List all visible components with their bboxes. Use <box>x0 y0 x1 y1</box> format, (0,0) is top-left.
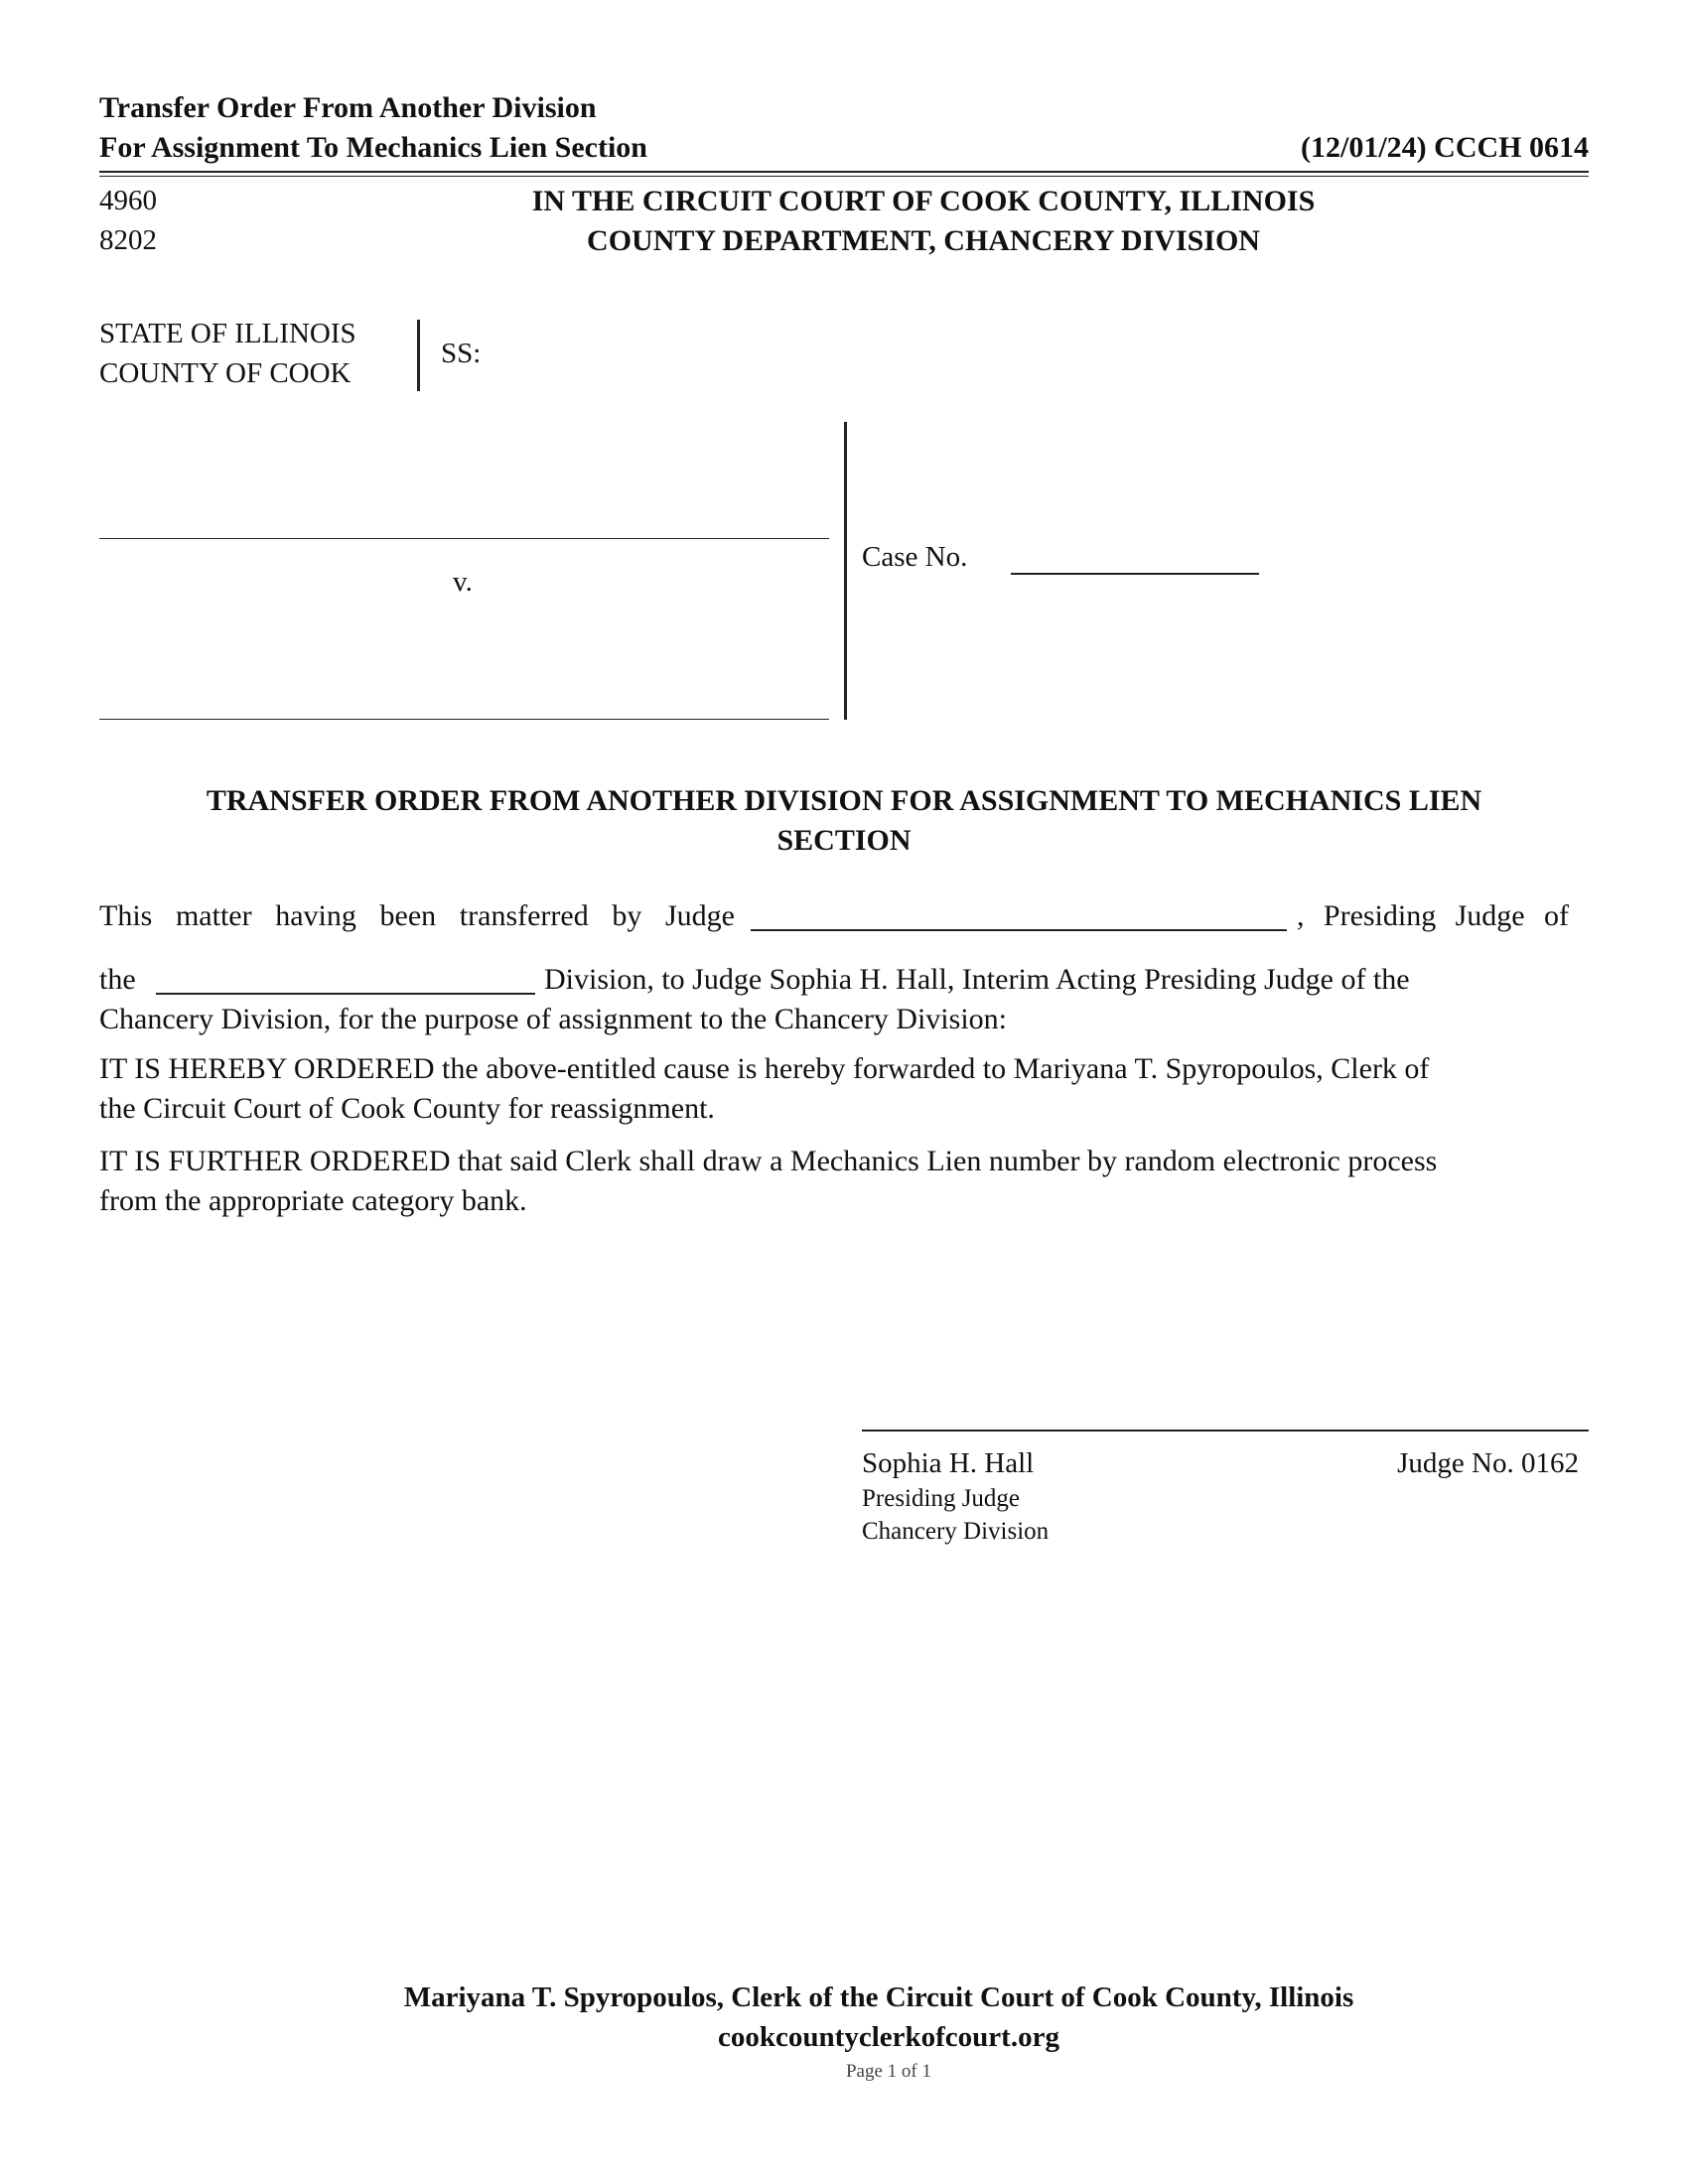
form-title-line2: For Assignment To Mechanics Lien Section <box>99 131 647 164</box>
p2-text-a: the <box>99 963 136 996</box>
judge-number: Judge No. 0162 <box>1397 1447 1579 1479</box>
p1-text-a: This matter having been transferred by Judge <box>99 899 735 932</box>
court-name: IN THE CIRCUIT COURT OF COOK COUNTY, ILLINOIS <box>531 185 1316 217</box>
judge-name-field[interactable] <box>751 899 1287 931</box>
case-no-field[interactable] <box>1011 541 1259 571</box>
p3-line2: the Circuit Court of Cook County for reassignment. <box>99 1092 715 1125</box>
code-8202: 8202 <box>99 224 157 256</box>
judge-name-line <box>751 929 1287 931</box>
signature-line[interactable] <box>862 1430 1589 1432</box>
form-title-line1: Transfer Order From Another Division <box>99 91 597 124</box>
p2-text-c: Chancery Division, for the purpose of assignment to the Chancery Division: <box>99 1003 1007 1035</box>
signatory-title: Presiding Judge <box>862 1485 1021 1512</box>
case-no-line <box>1011 573 1259 575</box>
header-rule <box>99 171 1589 173</box>
signatory-division: Chancery Division <box>862 1518 1050 1545</box>
order-title-line2: SECTION <box>776 824 912 857</box>
order-title-line1: TRANSFER ORDER FROM ANOTHER DIVISION FOR ASSIGNMENT TO MECHANICS LIEN <box>206 784 1482 817</box>
footer-clerk: Mariyana T. Spyropoulos, Clerk of the Circuit Court of Cook County, Illinois <box>403 1981 1354 2013</box>
header-rule-thin <box>99 176 1589 177</box>
case-no-label: Case No. <box>862 541 968 573</box>
plaintiff-line <box>99 538 829 539</box>
division-line <box>156 993 535 995</box>
caption-divider <box>844 422 847 720</box>
versus-label: v. <box>453 566 473 598</box>
venue-state: STATE OF ILLINOIS <box>99 318 356 349</box>
form-code: (12/01/24) CCCH 0614 <box>1301 131 1589 164</box>
signatory-name: Sophia H. Hall <box>862 1447 1035 1479</box>
p2-text-b: Division, to Judge Sophia H. Hall, Interim Acting Presiding Judge of the <box>544 963 1410 996</box>
page-number: Page 1 of 1 <box>845 2061 931 2082</box>
venue-bracket <box>417 320 420 391</box>
venue-ss: SS: <box>441 338 482 369</box>
division-field[interactable] <box>156 963 535 995</box>
code-4960: 4960 <box>99 185 157 216</box>
p4-line2: from the appropriate category bank. <box>99 1184 527 1217</box>
p3-line1: IT IS HEREBY ORDERED the above-entitled cause is hereby forwarded to Mariyana T. Spyropoulos, Clerk of <box>99 1052 1430 1085</box>
p1-text-b: , Presiding Judge of <box>1297 899 1569 932</box>
court-department: COUNTY DEPARTMENT, CHANCERY DIVISION <box>587 224 1260 257</box>
p4-line1: IT IS FURTHER ORDERED that said Clerk shall draw a Mechanics Lien number by random electronic process <box>99 1145 1438 1177</box>
defendant-line <box>99 719 829 720</box>
venue-county: COUNTY OF COOK <box>99 357 352 389</box>
footer-website[interactable]: cookcountyclerkofcourt.org <box>718 2021 1059 2053</box>
